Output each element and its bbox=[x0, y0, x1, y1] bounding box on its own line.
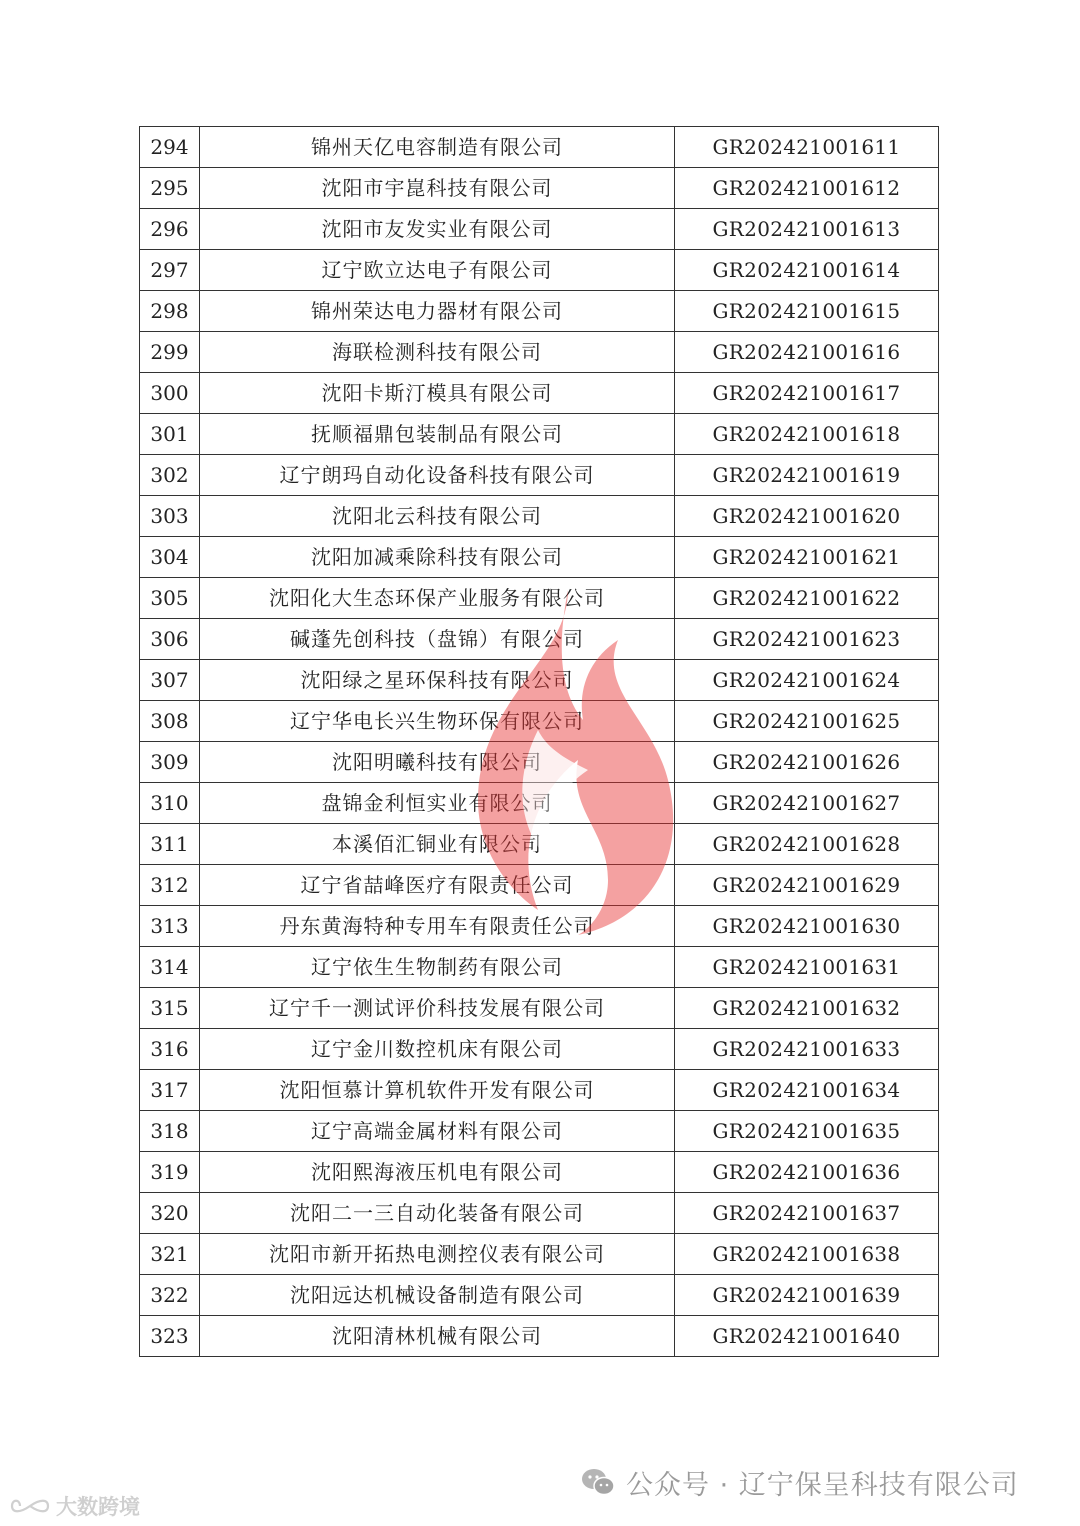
row-number-cell: 320 bbox=[140, 1193, 200, 1234]
certificate-code-cell: GR202421001630 bbox=[675, 906, 939, 947]
company-name-cell: 沈阳恒慕计算机软件开发有限公司 bbox=[200, 1070, 675, 1111]
row-number-cell: 294 bbox=[140, 127, 200, 168]
company-name-cell: 沈阳市新开拓热电测控仪表有限公司 bbox=[200, 1234, 675, 1275]
table-row bbox=[140, 209, 939, 250]
company-name-cell: 沈阳市宇崑科技有限公司 bbox=[200, 168, 675, 209]
row-number-cell: 303 bbox=[140, 496, 200, 537]
table-row bbox=[140, 578, 939, 619]
certificate-code-cell: GR202421001612 bbox=[675, 168, 939, 209]
row-number-cell: 309 bbox=[140, 742, 200, 783]
company-name-cell: 沈阳北云科技有限公司 bbox=[200, 496, 675, 537]
row-number-cell: 313 bbox=[140, 906, 200, 947]
table-row bbox=[140, 906, 939, 947]
certificate-code-cell: GR202421001639 bbox=[675, 1275, 939, 1316]
table-row bbox=[140, 1152, 939, 1193]
row-number-cell: 308 bbox=[140, 701, 200, 742]
certificate-code-cell: GR202421001634 bbox=[675, 1070, 939, 1111]
company-name-cell: 辽宁金川数控机床有限公司 bbox=[200, 1029, 675, 1070]
table-row bbox=[140, 824, 939, 865]
infinity-logo-icon bbox=[10, 1495, 50, 1517]
certificate-code-cell: GR202421001638 bbox=[675, 1234, 939, 1275]
row-number-cell: 321 bbox=[140, 1234, 200, 1275]
row-number-cell: 312 bbox=[140, 865, 200, 906]
row-number-cell: 322 bbox=[140, 1275, 200, 1316]
company-name-cell: 辽宁省喆峰医疗有限责任公司 bbox=[200, 865, 675, 906]
corner-source-text: 大数跨境 bbox=[56, 1495, 140, 1519]
certificate-code-cell: GR202421001625 bbox=[675, 701, 939, 742]
company-name-cell: 抚顺福鼎包装制品有限公司 bbox=[200, 414, 675, 455]
company-name-cell: 碱蓬先创科技（盘锦）有限公司 bbox=[200, 619, 675, 660]
row-number-cell: 299 bbox=[140, 332, 200, 373]
table-row bbox=[140, 332, 939, 373]
certificate-code-cell: GR202421001624 bbox=[675, 660, 939, 701]
company-name-cell: 锦州荣达电力器材有限公司 bbox=[200, 291, 675, 332]
certificate-code-cell: GR202421001626 bbox=[675, 742, 939, 783]
table-row bbox=[140, 1316, 939, 1357]
certificate-code-cell: GR202421001632 bbox=[675, 988, 939, 1029]
certificate-code-cell: GR202421001622 bbox=[675, 578, 939, 619]
certificate-code-cell: GR202421001621 bbox=[675, 537, 939, 578]
certificate-code-cell: GR202421001617 bbox=[675, 373, 939, 414]
certificate-code-cell: GR202421001633 bbox=[675, 1029, 939, 1070]
company-name-cell: 辽宁欧立达电子有限公司 bbox=[200, 250, 675, 291]
table-row bbox=[140, 742, 939, 783]
company-name-cell: 沈阳远达机械设备制造有限公司 bbox=[200, 1275, 675, 1316]
row-number-cell: 304 bbox=[140, 537, 200, 578]
company-name-cell: 沈阳市友发实业有限公司 bbox=[200, 209, 675, 250]
company-name-cell: 沈阳卡斯汀模具有限公司 bbox=[200, 373, 675, 414]
table-row bbox=[140, 168, 939, 209]
company-name-cell: 沈阳熙海液压机电有限公司 bbox=[200, 1152, 675, 1193]
row-number-cell: 316 bbox=[140, 1029, 200, 1070]
table-row bbox=[140, 1029, 939, 1070]
wechat-icon bbox=[580, 1466, 616, 1498]
certificate-code-cell: GR202421001629 bbox=[675, 865, 939, 906]
row-number-cell: 319 bbox=[140, 1152, 200, 1193]
table-row bbox=[140, 947, 939, 988]
table-row bbox=[140, 496, 939, 537]
company-table-body bbox=[140, 127, 939, 1357]
row-number-cell: 311 bbox=[140, 824, 200, 865]
table-row bbox=[140, 291, 939, 332]
row-number-cell: 295 bbox=[140, 168, 200, 209]
certificate-code-cell: GR202421001616 bbox=[675, 332, 939, 373]
table-row bbox=[140, 701, 939, 742]
table-row bbox=[140, 1275, 939, 1316]
table-row bbox=[140, 783, 939, 824]
company-name-cell: 沈阳绿之星环保科技有限公司 bbox=[200, 660, 675, 701]
row-number-cell: 296 bbox=[140, 209, 200, 250]
row-number-cell: 302 bbox=[140, 455, 200, 496]
certificate-code-cell: GR202421001636 bbox=[675, 1152, 939, 1193]
certificate-code-cell: GR202421001613 bbox=[675, 209, 939, 250]
certificate-code-cell: GR202421001611 bbox=[675, 127, 939, 168]
row-number-cell: 305 bbox=[140, 578, 200, 619]
table-row bbox=[140, 127, 939, 168]
table-row bbox=[140, 865, 939, 906]
certificate-code-cell: GR202421001615 bbox=[675, 291, 939, 332]
wechat-account-footer bbox=[580, 1462, 1019, 1502]
company-name-cell: 本溪佰汇铜业有限公司 bbox=[200, 824, 675, 865]
table-row bbox=[140, 1111, 939, 1152]
table-row bbox=[140, 537, 939, 578]
table-row bbox=[140, 414, 939, 455]
row-number-cell: 323 bbox=[140, 1316, 200, 1357]
table-row bbox=[140, 988, 939, 1029]
row-number-cell: 314 bbox=[140, 947, 200, 988]
company-name-cell: 盘锦金利恒实业有限公司 bbox=[200, 783, 675, 824]
certificate-code-cell: GR202421001631 bbox=[675, 947, 939, 988]
row-number-cell: 297 bbox=[140, 250, 200, 291]
table-row bbox=[140, 250, 939, 291]
company-name-cell: 辽宁千一测试评价科技发展有限公司 bbox=[200, 988, 675, 1029]
wechat-account-name: 公众号 · 辽宁保呈科技有限公司 bbox=[626, 1469, 1019, 1501]
certificate-code-cell: GR202421001637 bbox=[675, 1193, 939, 1234]
company-table bbox=[139, 126, 939, 1357]
company-name-cell: 辽宁高端金属材料有限公司 bbox=[200, 1111, 675, 1152]
corner-source-mark bbox=[10, 1490, 140, 1522]
table-row bbox=[140, 1070, 939, 1111]
company-name-cell: 海联检测科技有限公司 bbox=[200, 332, 675, 373]
table-row bbox=[140, 455, 939, 496]
table-row bbox=[140, 373, 939, 414]
table-row bbox=[140, 660, 939, 701]
company-name-cell: 辽宁依生生物制药有限公司 bbox=[200, 947, 675, 988]
table-row bbox=[140, 619, 939, 660]
certificate-code-cell: GR202421001618 bbox=[675, 414, 939, 455]
row-number-cell: 307 bbox=[140, 660, 200, 701]
company-name-cell: 辽宁华电长兴生物环保有限公司 bbox=[200, 701, 675, 742]
company-name-cell: 锦州天亿电容制造有限公司 bbox=[200, 127, 675, 168]
certificate-code-cell: GR202421001619 bbox=[675, 455, 939, 496]
company-name-cell: 沈阳清林机械有限公司 bbox=[200, 1316, 675, 1357]
company-name-cell: 丹东黄海特种专用车有限责任公司 bbox=[200, 906, 675, 947]
certificate-code-cell: GR202421001628 bbox=[675, 824, 939, 865]
certificate-code-cell: GR202421001640 bbox=[675, 1316, 939, 1357]
company-name-cell: 辽宁朗玛自动化设备科技有限公司 bbox=[200, 455, 675, 496]
row-number-cell: 315 bbox=[140, 988, 200, 1029]
certificate-code-cell: GR202421001623 bbox=[675, 619, 939, 660]
row-number-cell: 300 bbox=[140, 373, 200, 414]
row-number-cell: 318 bbox=[140, 1111, 200, 1152]
company-name-cell: 沈阳二一三自动化装备有限公司 bbox=[200, 1193, 675, 1234]
row-number-cell: 306 bbox=[140, 619, 200, 660]
company-name-cell: 沈阳加减乘除科技有限公司 bbox=[200, 537, 675, 578]
row-number-cell: 310 bbox=[140, 783, 200, 824]
table-row bbox=[140, 1193, 939, 1234]
row-number-cell: 301 bbox=[140, 414, 200, 455]
row-number-cell: 298 bbox=[140, 291, 200, 332]
certificate-code-cell: GR202421001614 bbox=[675, 250, 939, 291]
certificate-code-cell: GR202421001635 bbox=[675, 1111, 939, 1152]
certificate-code-cell: GR202421001627 bbox=[675, 783, 939, 824]
row-number-cell: 317 bbox=[140, 1070, 200, 1111]
company-name-cell: 沈阳化大生态环保产业服务有限公司 bbox=[200, 578, 675, 619]
certificate-code-cell: GR202421001620 bbox=[675, 496, 939, 537]
table-row bbox=[140, 1234, 939, 1275]
company-name-cell: 沈阳明曦科技有限公司 bbox=[200, 742, 675, 783]
